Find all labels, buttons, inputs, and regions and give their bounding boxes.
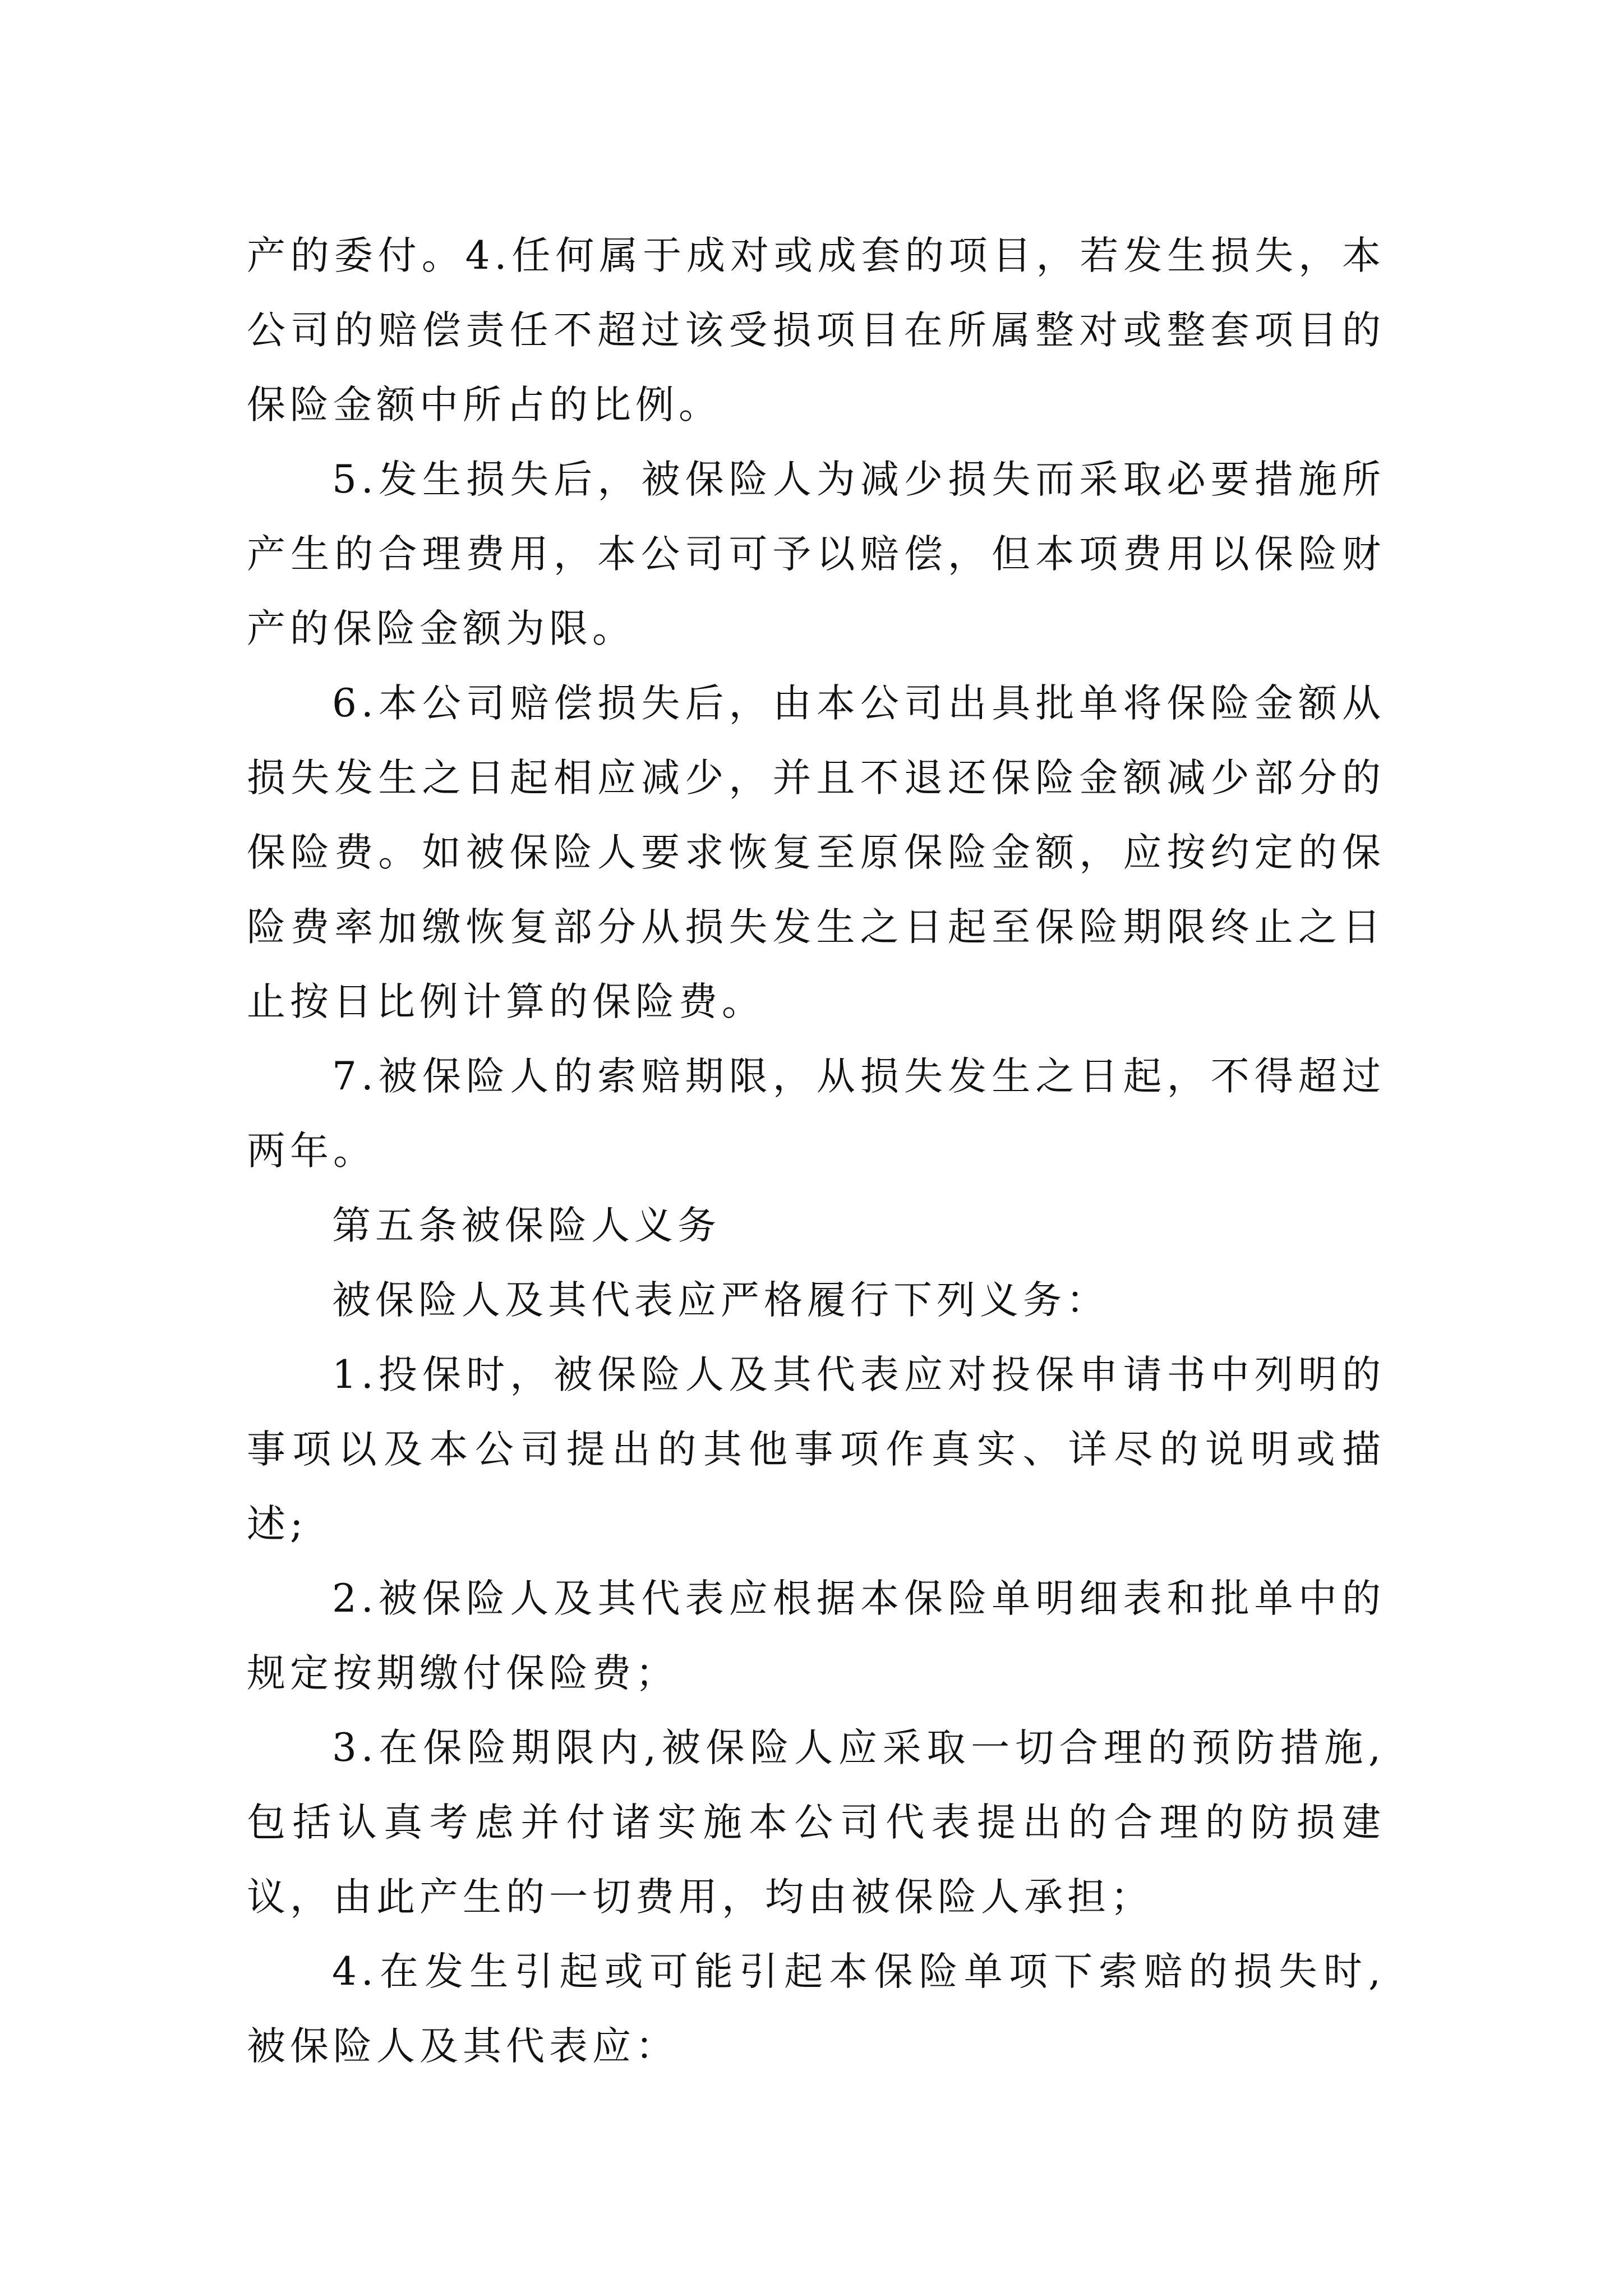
paragraph-item-7: 7.被保险人的索赔期限，从损失发生之日起，不得超过两年。 — [247, 1054, 1385, 1174]
obligation-item-1: 1.投保时，被保险人及其代表应对投保申请书中列明的事项以及本公司提出的其他事项作真实、详尽的说明或描述; — [247, 1352, 1385, 1547]
document-body — [247, 219, 1385, 2084]
article-5-heading: 第五条被保险人义务 — [332, 1203, 721, 1248]
paragraph-item-6: 6.本公司赔偿损失后，由本公司出具批单将保险金额从损失发生之日起相应减少，并且不退还保险金额减少部分的保险费。如被保险人要求恢复至原保险金额，应按约定的保险费率加缴恢复部分从损失发生之日起至保险期限终止之日止按日比例计算的保险费。 — [247, 681, 1385, 1024]
paragraph-continuation-item-4: 产的委付。4.任何属于成对或成套的项目，若发生损失，本公司的赔偿责任不超过该受损项目在所属整对或整套项目的保险金额中所占的比例。 — [247, 233, 1385, 427]
paragraph-item-5: 5.发生损失后，被保险人为减少损失而采取必要措施所产生的合理费用，本公司可予以赔偿，但本项费用以保险财产的保险金额为限。 — [247, 457, 1385, 651]
obligation-item-4: 4.在发生引起或可能引起本保险单项下索赔的损失时,被保险人及其代表应： — [247, 1949, 1385, 2069]
obligations-intro: 被保险人及其代表应严格履行下列义务： — [332, 1278, 1109, 1323]
obligation-item-2: 2.被保险人及其代表应根据本保险单明细表和批单中的规定按期缴付保险费； — [247, 1576, 1385, 1696]
obligation-item-3: 3.在保险期限内,被保险人应采取一切合理的预防措施,包括认真考虑并付诸实施本公司代表提出的合理的防损建议，由此产生的一切费用，均由被保险人承担； — [247, 1726, 1385, 1920]
